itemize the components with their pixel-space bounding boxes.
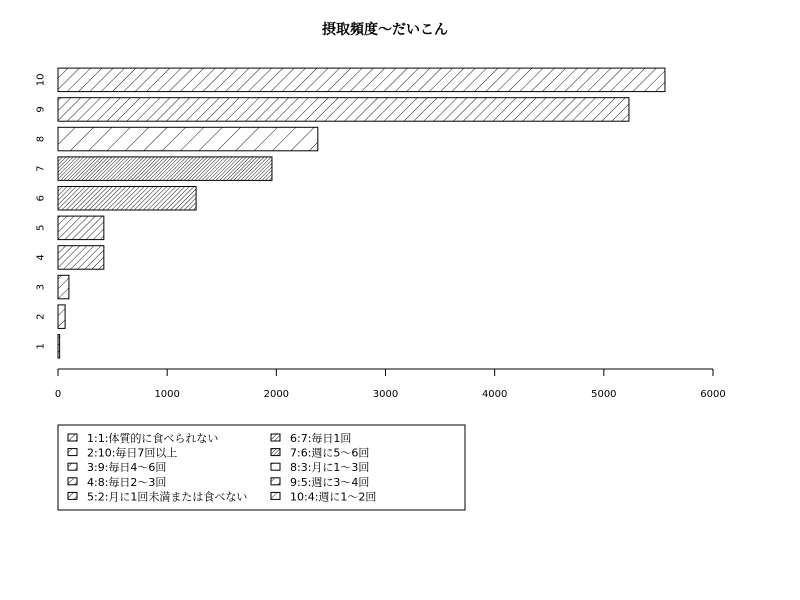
- legend-entry: 9:5:週に3〜4回: [290, 475, 370, 489]
- x-tick-label: 4000: [481, 389, 508, 400]
- x-axis: [55, 369, 726, 400]
- legend-swatch: [271, 434, 280, 441]
- legend: [58, 425, 465, 510]
- y-tick-label: 9: [35, 106, 47, 113]
- y-axis: [36, 73, 47, 349]
- bars-layer: [58, 68, 665, 358]
- y-tick-label: 2: [35, 313, 47, 320]
- y-tick-label: 3: [35, 283, 47, 291]
- legend-entry: 4:8:毎日2〜3回: [87, 475, 167, 489]
- bar-9: [58, 98, 629, 122]
- bar-6: [58, 187, 196, 211]
- y-tick-label: 5: [35, 224, 47, 232]
- x-tick-label: 3000: [372, 389, 399, 400]
- x-tick-label: 2000: [263, 389, 290, 400]
- x-tick-label: 1000: [154, 389, 180, 400]
- bar-3: [58, 275, 69, 299]
- legend-swatch: [68, 492, 77, 499]
- bar-1: [58, 335, 60, 359]
- legend-swatch: [68, 434, 77, 441]
- y-tick-label: 6: [35, 195, 47, 202]
- legend-entry: 10:4:週に1〜2回: [290, 490, 377, 504]
- legend-swatch: [271, 492, 280, 499]
- legend-entry: 6:7:毎日1回: [290, 432, 352, 445]
- bar-8: [58, 127, 318, 151]
- legend-entry: 7:6:週に5〜6回: [290, 446, 370, 460]
- legend-swatch: [271, 478, 280, 485]
- legend-swatch: [68, 478, 77, 485]
- x-tick-label: 0: [54, 389, 62, 400]
- bar-7: [58, 157, 272, 181]
- legend-swatch: [271, 449, 280, 456]
- bar-4: [58, 246, 104, 270]
- legend-swatch: [68, 449, 77, 456]
- y-tick-label: 7: [35, 165, 47, 172]
- y-tick-label: 8: [35, 135, 47, 143]
- legend-swatch: [271, 463, 280, 470]
- legend-entry: 3:9:毎日4〜6回: [87, 461, 167, 475]
- x-tick-label: 5000: [591, 389, 617, 400]
- legend-entry: 2:10:毎日7回以上: [87, 446, 178, 460]
- y-tick-label: 10: [35, 73, 47, 87]
- x-tick-label: 6000: [700, 389, 726, 400]
- legend-entry: 8:3:月に1〜3回: [290, 461, 370, 475]
- bar-2: [58, 305, 65, 329]
- legend-swatch: [68, 463, 77, 470]
- y-tick-label: 1: [35, 343, 47, 350]
- bar-5: [58, 216, 104, 240]
- legend-entry: 1:1:体質的に食べられない: [87, 432, 219, 445]
- bar-10: [58, 68, 665, 92]
- legend-entry: 5:2:月に1回未満または食べない: [87, 490, 248, 504]
- y-tick-label: 4: [35, 254, 47, 261]
- chart-title: 摂取頻度〜だいこん: [322, 22, 448, 38]
